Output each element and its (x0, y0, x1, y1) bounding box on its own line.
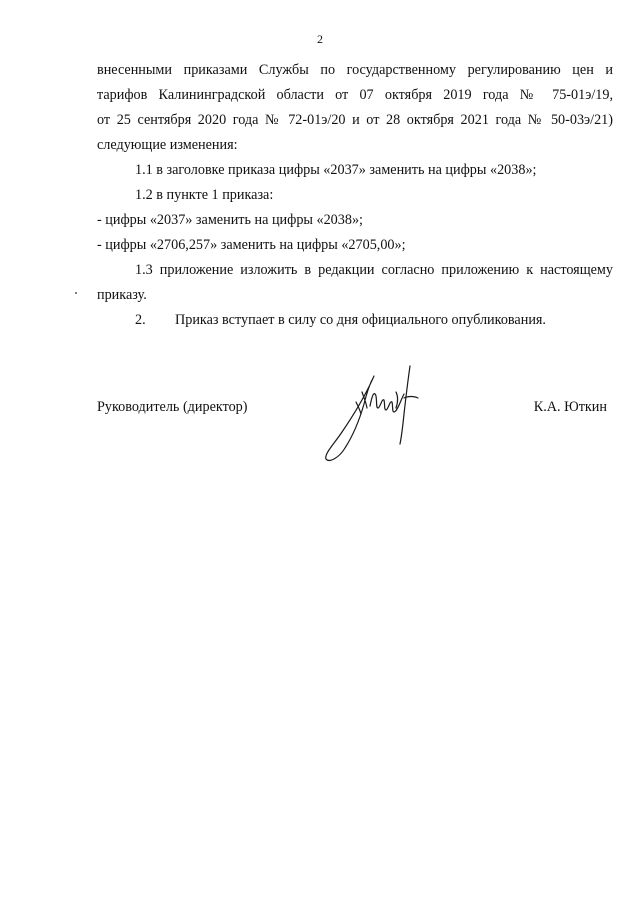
item-2-text: Приказ вступает в силу со дня официального опубликования. (175, 312, 546, 328)
item-1-2-b: - цифры «2706,257» заменить на цифры «2705,00»; (97, 237, 406, 253)
intro-line-3: от 25 сентября 2020 года № 72-01э/20 и от 28 октября 2021 года № 50-03э/21) (97, 112, 613, 128)
item-1-2-a: - цифры «2037» заменить на цифры «2038»; (97, 212, 364, 228)
intro-line-4: следующие изменения: (97, 137, 238, 153)
item-1-1: 1.1 в заголовке приказа цифры «2037» заменить на цифры «2038»; (135, 162, 537, 178)
item-1-3-line-1: 1.3 приложение изложить в редакции согласно приложению к настоящему (135, 262, 613, 278)
intro-line-2: тарифов Калининградской области от 07 октября 2019 года № 75-01э/19, (97, 87, 613, 103)
item-2 (97, 308, 613, 333)
signatory-title: Руководитель (директор) (97, 399, 248, 415)
page-number: 2 (317, 32, 323, 46)
handwritten-signature (312, 362, 442, 467)
scan-speck (75, 292, 77, 294)
item-1-3-line-2: приказу. (97, 287, 147, 303)
signatory-name: К.А. Юткин (533, 399, 607, 415)
document-body (97, 58, 613, 333)
item-2-number: 2. (135, 312, 146, 328)
item-1-2: 1.2 в пункте 1 приказа: (135, 187, 274, 203)
intro-line-1: внесенными приказами Службы по государственному регулированию цен и (97, 62, 613, 78)
